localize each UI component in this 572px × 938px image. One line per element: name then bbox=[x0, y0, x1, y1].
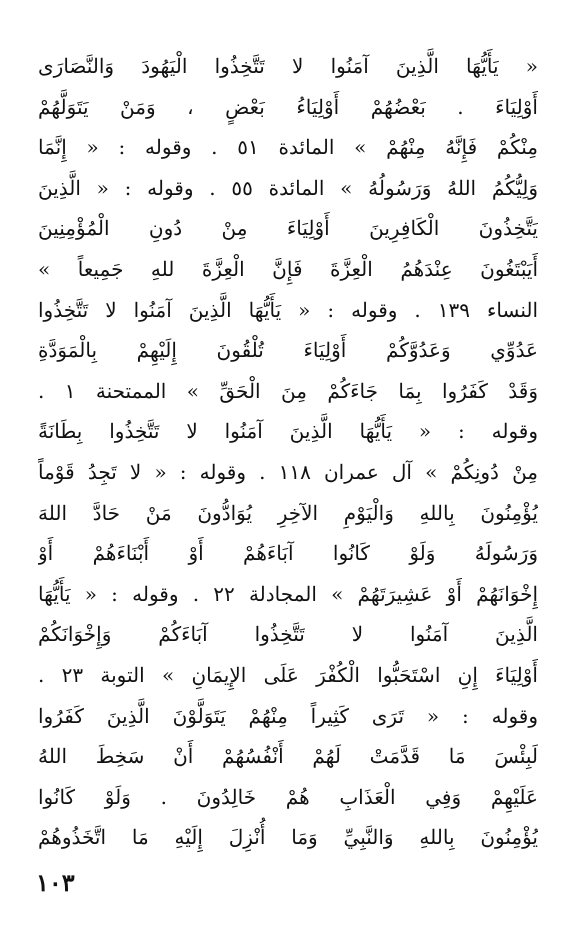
text-line: مِنْكُمْ فَإِنَّهُ مِنْهُمْ » المائدة ٥١ . وقوله : « إِنَّمَا bbox=[38, 135, 538, 160]
text-line: إِخْوَانَهُمْ أَوْ عَشِيرَتَهُمْ » المجادلة ٢٢ . وقوله : « يَأَيُّهَا bbox=[38, 581, 538, 606]
arabic-text-body bbox=[38, 46, 538, 858]
text-line: عَلَيْهِمْ وَفِي الْعَذَابِ هُمْ خَالِدُونَ . وَلَوْ كَانُوا bbox=[38, 784, 538, 809]
text-line: مِنْ دُونِكُمْ » آل عمران ١١٨ . وقوله : « لا تَجِدُ قَوْماً bbox=[38, 459, 538, 484]
text-line: أَوْلِيَاءَ إِنِ اسْتَحَبُّوا الْكُفْرَ عَلَى الإِيمَانِ » التوبة ٢٣ . bbox=[38, 662, 538, 687]
text-line: يُؤْمِنُونَ بِاللهِ وَالنَّبِيِّ وَمَا أُنْزِلَ إِلَيْهِ مَا اتَّخَذُوهُمْ bbox=[38, 825, 538, 850]
text-line: وقوله : « تَرَى كَثِيراً مِنْهُمْ يَتَوَلَّوْنَ الَّذِينَ كَفَرُوا bbox=[38, 703, 538, 728]
text-line: عَدُوِّي وَعَدُوَّكُمْ أَوْلِيَاءَ تُلْقُونَ إِلَيْهِمْ بِالْمَوَدَّةِ bbox=[38, 338, 538, 363]
text-line: وَقَدْ كَفَرُوا بِمَا جَاءَكُمْ مِنَ الْحَقِّ » الممتحنة ١ . bbox=[38, 378, 538, 403]
text-line: يُؤْمِنُونَ بِاللهِ وَالْيَوْمِ الآخِرِ يُوَادُّونَ مَنْ حَادَّ اللهَ bbox=[38, 500, 538, 525]
text-line: النساء ١٣٩ . وقوله : « يَأَيُّهَا الَّذِينَ آمَنُوا لا تَتَّخِذُوا bbox=[38, 297, 538, 322]
text-line: يَتَّخِذُونَ الْكَافِرِينَ أَوْلِيَاءَ مِنْ دُونِ الْمُؤْمِنِينَ bbox=[38, 216, 538, 241]
text-line: وقوله : « يَأَيُّهَا الَّذِينَ آمَنُوا لا تَتَّخِذُوا بِطَانَةً bbox=[38, 419, 538, 444]
text-line: وَلِيُّكُمُ اللهُ وَرَسُولُهُ » المائدة ٥٥ . وقوله : « الَّذِينَ bbox=[38, 175, 538, 200]
text-line: لَبِئْسَ مَا قَدَّمَتْ لَهُمْ أَنْفُسُهُمْ أَنْ سَخِطَ اللهُ bbox=[38, 744, 538, 769]
text-line: أَوْلِيَاءَ . بَعْضُهُمْ أَوْلِيَاءُ بَعْضٍ ، وَمَنْ يَتَوَلَّهُمْ bbox=[38, 94, 538, 119]
text-line: أَيَبْتَغُونَ عِنْدَهُمُ الْعِزَّةَ فَإِنَّ الْعِزَّةَ للهِ جَمِيعاً » bbox=[38, 256, 538, 281]
page-number: ١٠٣ bbox=[36, 868, 75, 897]
text-line: الَّذِينَ آمَنُوا لا تَتَّخِذُوا آبَاءَكُمْ وَإِخْوَانَكُمْ bbox=[38, 622, 538, 647]
text-line: « يَأَيُّهَا الَّذِينَ آمَنُوا لا تَتَّخِذُوا الْيَهُودَ وَالنَّصَارَى bbox=[38, 54, 538, 78]
text-line: وَرَسُولَهُ وَلَوْ كَانُوا آبَاءَهُمْ أَوْ أَبْنَاءَهُمْ أَوْ bbox=[38, 541, 538, 566]
